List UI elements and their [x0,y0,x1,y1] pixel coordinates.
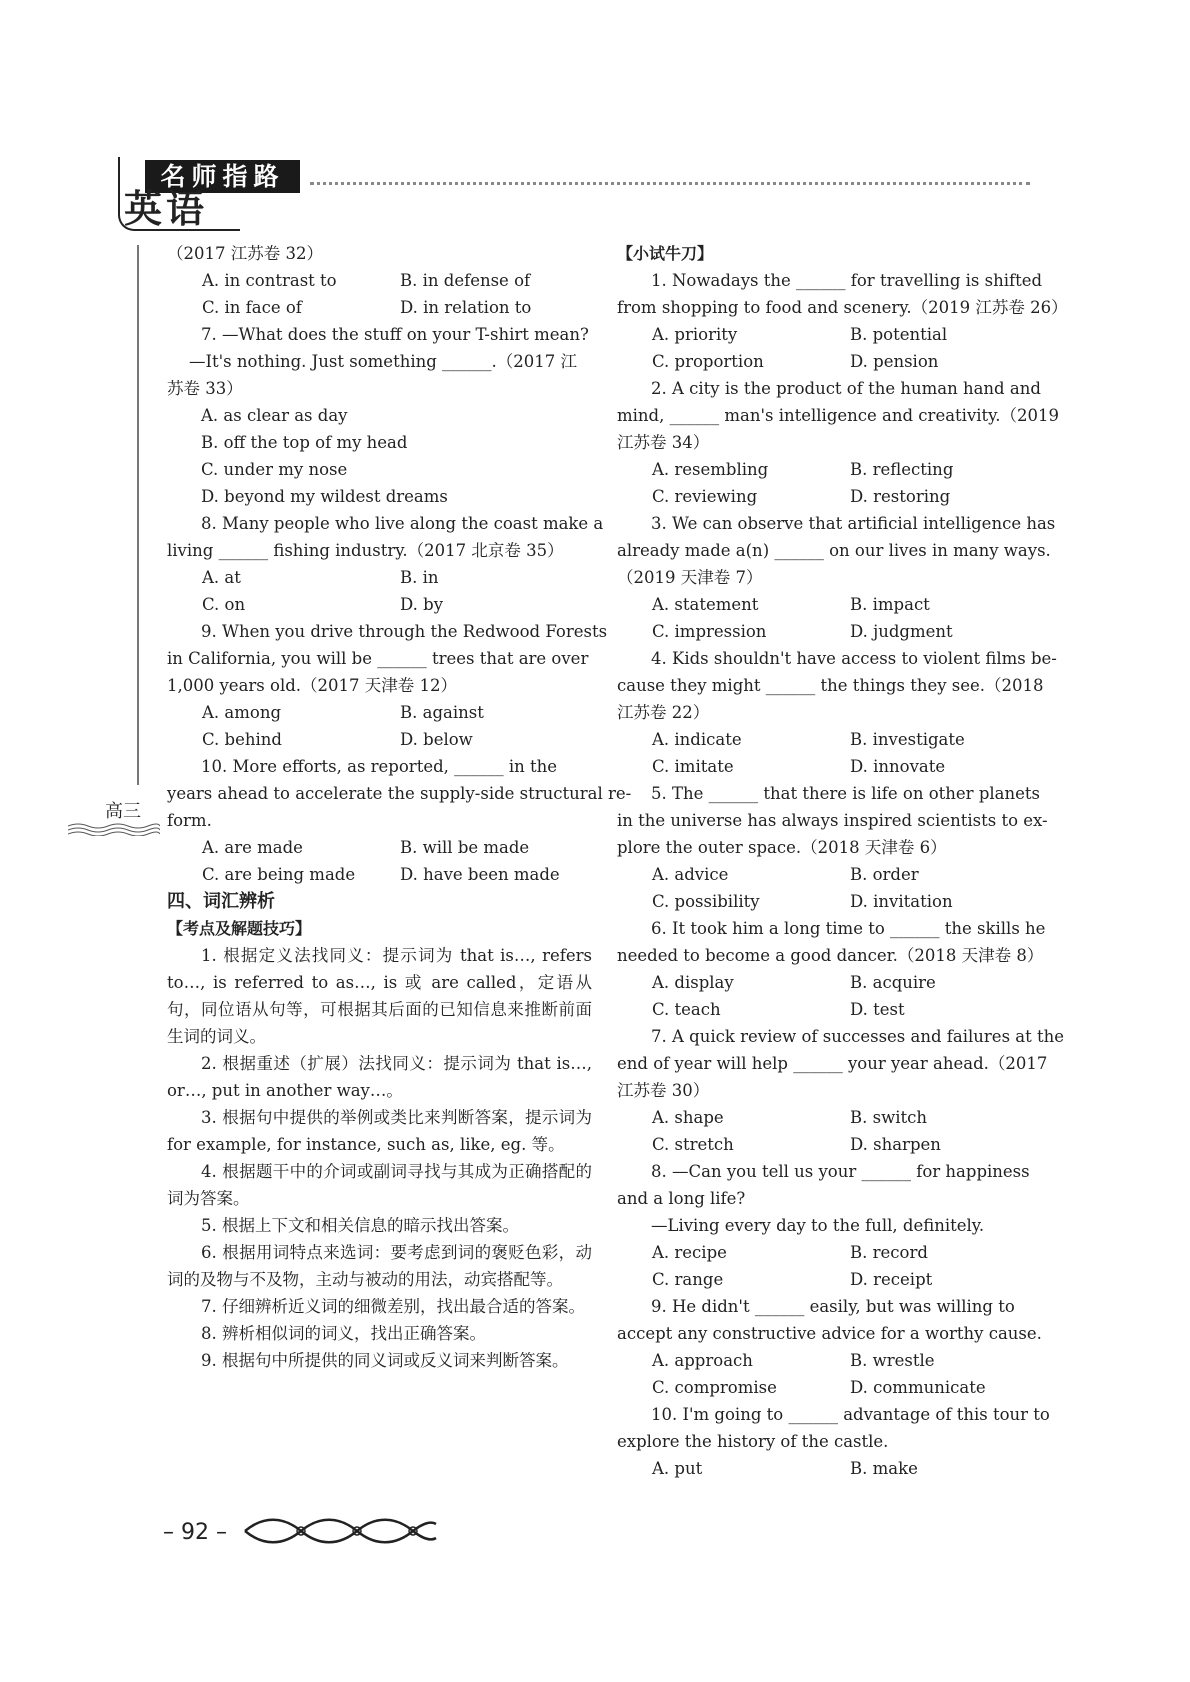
question-line: 9. He didn't ______ easily, but was willing to [651,1297,1015,1316]
question-line: 苏卷 33） [167,379,243,398]
question-line: living ______ fishing industry.（2017 北京卷 35） [167,541,564,560]
option-row: A. recipe B. record [652,1243,928,1262]
tip-item: 7. 仔细辨析近义词的细微差别，找出最合适的答案。 [201,1297,585,1316]
option-row: C. impression D. judgment [652,622,953,641]
option-row: A. statement B. impact [652,595,930,614]
question-line: 江苏卷 30） [617,1081,710,1100]
left-column [167,240,632,1374]
question-line: explore the history of the castle. [617,1432,889,1451]
tip-item: 2. 根据重述（扩展）法找同义：提示词为 that is…, or…, put in another way…。 [167,1054,592,1100]
grade-tag: 高三 [105,801,141,822]
tip-item: 5. 根据上下文和相关信息的暗示找出答案。 [201,1216,519,1235]
option-row: C. are being made D. have been made [202,865,560,884]
question-line: mind, ______ man's intelligence and creativity.（2019 [617,406,1060,425]
option-row: C. on D. by [202,595,444,614]
option-row: C. range D. receipt [652,1270,933,1289]
question-line: 2. A city is the product of the human hand and [651,379,1041,398]
option-row: A. priority B. potential [652,325,948,344]
question-source: （2017 江苏卷 32） [167,244,323,263]
question-line: 江苏卷 34） [617,433,710,452]
option-row: A. advice B. order [652,865,919,884]
option-row: A. approach B. wrestle [652,1351,935,1370]
practice-heading: 【小试牛刀】 [617,244,714,263]
option-row: C. teach D. test [652,1000,905,1019]
option-row: A. resembling B. reflecting [652,460,954,479]
subject-title: 英语 [124,186,209,231]
question-line: 8. Many people who live along the coast make a [201,514,604,533]
question-line: years ahead to accelerate the supply-side structural re- [167,784,632,803]
option-row: A. are made B. will be made [202,838,530,857]
header-dotted-rule [310,182,1030,185]
option: B. off the top of my head [201,433,408,452]
question-line: 1. Nowadays the ______ for travelling is shifted [651,271,1043,290]
question-line: —It's nothing. Just something ______.（2017 江 [189,352,578,371]
option-row: A. at B. in [202,568,439,587]
question-line: 7. A quick review of successes and failures at the [651,1027,1065,1046]
tips-heading: 【考点及解题技巧】 [167,919,312,938]
tip-item: 6. 根据用词特点来选词：要考虑到词的褒贬色彩，动词的及物与不及物，主动与被动的用法，动宾搭配等。 [167,1243,592,1289]
section-heading: 四、词汇辨析 [167,891,275,912]
question-line: accept any constructive advice for a worthy cause. [617,1324,1042,1343]
option-row: A. among B. against [202,703,484,722]
question-line: 1,000 years old.（2017 天津卷 12） [167,676,457,695]
wave-ornament-icon [68,822,160,836]
option-row: C. behind D. below [202,730,473,749]
option-row: C. reviewing D. restoring [652,487,951,506]
question-line: in California, you will be ______ trees that are over [167,649,589,668]
option-row: A. indicate B. investigate [652,730,965,749]
question-line: 江苏卷 22） [617,703,710,722]
tip-item: 9. 根据句中所提供的同义词或反义词来判断答案。 [201,1351,569,1370]
question-line: 6. It took him a long time to ______ the skills he [651,919,1046,938]
option: D. beyond my wildest dreams [201,487,448,506]
tip-item: 3. 根据句中提供的举例或类比来判断答案，提示词为 for example, for instance, such as, like, eg. 等。 [167,1108,592,1154]
option-row: C. possibility D. invitation [652,892,953,911]
option-row: C. imitate D. innovate [652,757,946,776]
question-line: （2019 天津卷 7） [617,568,763,587]
question-line: already made a(n) ______ on our lives in many ways. [617,541,1051,560]
page-number: – 92 – [163,1520,227,1545]
question-line: 3. We can observe that artificial intelligence has [651,514,1056,533]
question-line: end of year will help ______ your year ahead.（2017 [617,1054,1048,1073]
question-line: 10. I'm going to ______ advantage of this tour to [651,1405,1050,1424]
question-line: 4. Kids shouldn't have access to violent films be- [651,649,1057,668]
option-row: A. shape B. switch [652,1108,927,1127]
option-row: C. proportion D. pension [652,352,939,371]
question-line: 8. —Can you tell us your ______ for happiness [651,1162,1030,1181]
question-line: —Living every day to the full, definitely. [651,1216,985,1235]
question-line: needed to become a good dancer.（2018 天津卷 8） [617,946,1044,965]
right-column [617,240,1068,1482]
question-line: in the universe has always inspired scientists to ex- [617,811,1048,830]
question-line: 9. When you drive through the Redwood Forests [201,622,608,641]
option-row: A. in contrast to B. in defense of [202,271,531,290]
question-line: and a long life? [617,1189,746,1208]
option: C. under my nose [201,460,348,479]
option: A. as clear as day [201,406,348,425]
question-line: from shopping to food and scenery.（2019 江苏卷 26） [617,298,1068,317]
question-line: 10. More efforts, as reported, ______ in the [201,757,558,776]
option-row: C. in face of D. in relation to [202,298,532,317]
option-row: C. stretch D. sharpen [652,1135,941,1154]
tip-item: 4. 根据题干中的介词或副词寻找与其成为正确搭配的词为答案。 [167,1162,592,1208]
side-rule [137,245,139,785]
tip-item: 8. 辨析相似词的词义，找出正确答案。 [201,1324,486,1343]
question-line: 7. —What does the stuff on your T-shirt mean? [201,325,589,344]
footer-ornament-icon [243,1514,438,1548]
book-brand-label: 名师指路 [145,160,300,193]
question-line: form. [167,811,212,830]
option-row: A. display B. acquire [652,973,936,992]
tip-item: 1. 根据定义法找同义：提示词为 that is…, refers to…, is referred to as…, is 或 are called，定语从句，同位语从句等，可根据其后面的已知信息来推断前面生词的词义。 [167,946,592,1046]
question-line: plore the outer space.（2018 天津卷 6） [617,838,947,857]
question-line: cause they might ______ the things they see.（2018 [617,676,1044,695]
question-line: 5. The ______ that there is life on other planets [651,784,1040,803]
option-row: C. compromise D. communicate [652,1378,986,1397]
option-row: A. put B. make [652,1459,918,1478]
